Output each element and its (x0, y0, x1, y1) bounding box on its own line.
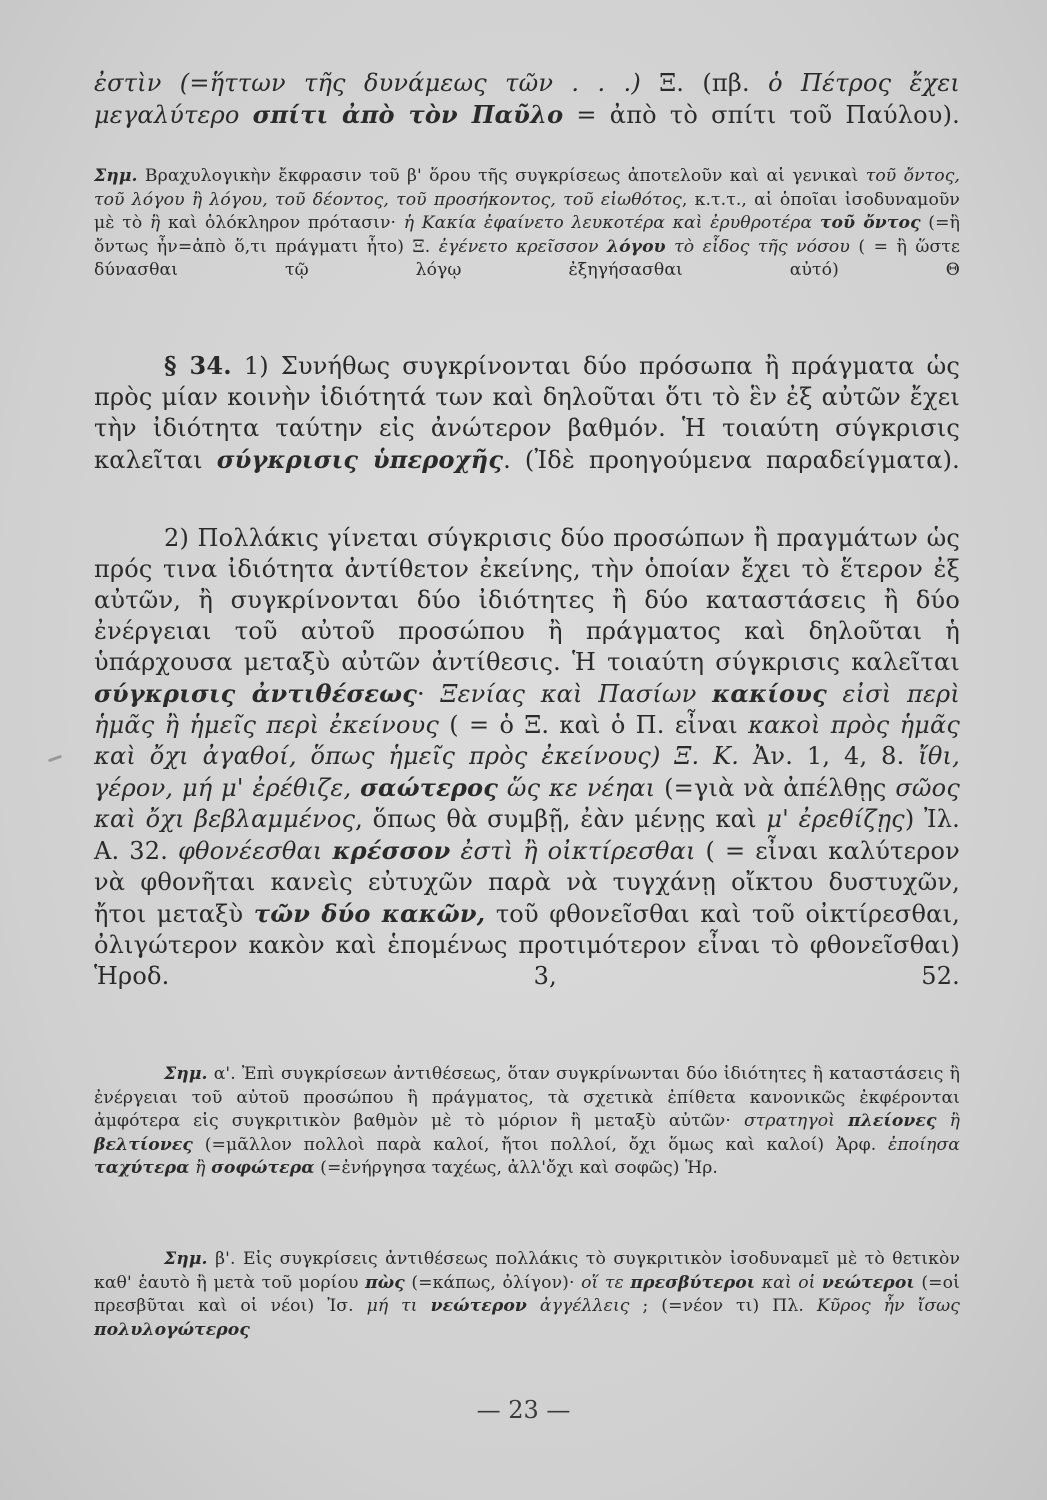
text-run (835, 1111, 848, 1131)
bold-italic-term: τοῦ ὄντος (819, 213, 921, 234)
text-run: (=οἱ πρεσβῦται καὶ οἱ νέοι) Ἰσ. (94, 1272, 960, 1317)
emphasis (253, 100, 564, 129)
bold-italic-term: βελτίονες (94, 1134, 193, 1155)
emphasis (630, 1273, 755, 1293)
bold-italic-term: σαώτερος (360, 773, 499, 802)
italic-text: ἐστὶν (=ἥττων τῆς δυνάμεως τῶν . . .) (94, 69, 641, 97)
bold-italic-term: Σημ. (164, 1249, 208, 1269)
emphasis (164, 1249, 208, 1269)
italic-text: Ξενίας καὶ Πασίων (440, 680, 697, 708)
text-run: ; (=νέον τι) Πλ. (629, 1296, 817, 1317)
text-run: καὶ ὁλόκληρον πρότασιν· (160, 213, 404, 234)
bold-italic-term: πολυλογώτερος (94, 1319, 250, 1340)
text-run: ) Ἰλ. Α. 32. (94, 805, 960, 865)
emphasis (164, 1064, 208, 1084)
italic-text: τὸ εἶδος τῆς νόσου (674, 236, 850, 257)
text-run: β'. Εἰς συγκρίσεις ἀντιθέσεως πολλάκις τὸ συγκριτικὸν ἰσοδυναμεῖ μὲ τὸ θετικὸν καθ' ἑαυτὸ ἢ μετὰ τοῦ μορίου (94, 1249, 960, 1293)
bold-text: § 34. (164, 351, 232, 380)
text-run: Ἀν. 1, 4, 8. (739, 742, 919, 770)
emphasis (848, 1111, 937, 1131)
text-run: (=μᾶλλον πολλοὶ παρὰ καλοί, ἤτοι πολλοί, ὄχι ὅμως καὶ καλοί) Ἀρφ. (193, 1134, 889, 1155)
emphasis (211, 1158, 315, 1178)
emphasis (217, 445, 503, 474)
bold-italic-term: νεώτεροι (822, 1272, 915, 1293)
text-run (418, 1296, 431, 1316)
italic-text: καὶ οἱ (761, 1272, 816, 1293)
page-number: — 23 — (476, 1396, 571, 1424)
text-run: ( = ἢ ὥστε δύνασθαι τῷ λόγῳ ἐξηγήσασθαι αὐτό) Θ (94, 236, 960, 281)
italic-text: ἢ (149, 213, 161, 234)
bold-italic-term: ταχύτερα (94, 1158, 190, 1179)
bold-italic-term: τῶν δύο κακῶν, (253, 899, 486, 928)
italic-text: φθονέεσθαι (178, 837, 323, 865)
bold-italic-term: σύγκρισις ὑπεροχῆς (216, 445, 504, 474)
bold-italic-term: σύγκρισις ἀντιθέσεως (94, 679, 418, 708)
emphasis (607, 237, 666, 257)
italic-text: μή τι (366, 1296, 418, 1317)
emphasis (332, 836, 450, 865)
bold-italic-term: Σημ. (94, 166, 138, 186)
text-run: (=κάπως, ὀλίγον)· (404, 1272, 582, 1293)
italic-text: οἵ τε (581, 1272, 624, 1293)
text-run: Ξ. (πβ. (640, 69, 769, 97)
note-brachylogy (94, 165, 960, 283)
emphasis (254, 899, 485, 928)
italic-text: ἴθι, γέρον, μή μ' ἐρέθιζε, (94, 742, 960, 802)
bold-italic-term: λόγου (606, 236, 666, 257)
italic-text: ἐγένετο κρεῖσσον (438, 236, 599, 257)
italic-text: ἢ (195, 1158, 206, 1179)
text-run: 2) Πολλάκις γίνεται σύγκρισις δύο προσώπων ἢ πραγμάτων ὡς πρός τινα ἰδιότητα ἀντίθετον ἐκείνης, τὴν ὁποίαν ἔχει τὸ ἕτερον ἐξ αὐτῶν, ἢ συγκρίνονται δύο ἰδιότητες ἢ δύο καταστάσεις ἢ δύο ἐνέργειαι τοῦ αὐτοῦ προσώπου ἢ πράγματος καὶ δηλοῦται ἡ ὑπάρχουσα μεταξὺ αὐτῶν ἀντίθεσις. Ἡ τοιαύτη σύγκρισις καλεῖται (94, 524, 960, 676)
bold-italic-term: σοφώτερα (211, 1158, 315, 1179)
text-run: (=ἐνήργησα ταχέως, ἀλλ'ὄχι καὶ σοφῶς) Ἡρ. (314, 1158, 718, 1179)
italic-text: σῶος καὶ ὄχι βεβλαμμένος (94, 774, 960, 833)
text-run (498, 774, 507, 802)
text-run: , ὅπως θὰ συμβῇ, ἐὰν μένῃς καὶ (355, 805, 767, 833)
text-run: , κ.τ.τ., αἱ ὁποῖαι ἰσοδυναμοῦν μὲ τὸ (94, 189, 960, 234)
italic-text: ἀγγέλλεις (539, 1296, 630, 1317)
emphasis (94, 1158, 190, 1178)
paragraph-section-34-2 (94, 523, 960, 992)
italic-text: ἢ (949, 1111, 960, 1132)
italic-text: ἐποίησα (888, 1134, 960, 1155)
italic-text: τοῦ ὄντος, τοῦ λόγου ἢ λόγου, τοῦ δέοντος, τοῦ προσήκοντος, τοῦ εἰωθότος (94, 166, 960, 210)
text-run (450, 837, 460, 865)
text-run (827, 680, 843, 708)
text-run (599, 237, 607, 257)
text-run: ( = ὁ Ξ. καὶ ὁ Π. εἶναι (439, 711, 749, 739)
text-run (812, 213, 820, 233)
emphasis (94, 1135, 193, 1155)
emphasis (365, 1273, 405, 1293)
bold-italic-term: πρεσβύτεροι (630, 1272, 756, 1293)
text-run (323, 837, 333, 865)
italic-text: μ' ἐρεθίζῃς (766, 805, 905, 833)
text-run (527, 1296, 540, 1316)
text-run: α'. Ἐπὶ συγκρίσεων ἀντιθέσεως, ὅταν συγκρίνωνται δύο ἰδιότητες ἢ καταστάσεις ἢ ἐνέργειαι τοῦ αὐτοῦ προσώπου ἢ πράγματος, τὰ σχετικὰ ἐπίθετα κανονικῶς ἐκφέρονται ἀμφότερα εἰς συγκριτικὸν βαθμὸν μὲ τὸ μόριον ἢ μεταξὺ αὐτῶν· (94, 1064, 960, 1132)
text-run: · (417, 680, 441, 708)
bold-italic-term: σπίτι ἀπὸ τὸν Παῦλο (252, 100, 564, 129)
note-a (94, 1063, 960, 1181)
italic-text: ὥς κε νέηαι (506, 774, 656, 802)
text-run (937, 1111, 950, 1131)
text-run (351, 774, 360, 802)
paragraph-continuation (94, 68, 960, 131)
italic-text: ἐστὶ ἢ οἰκτίρεσθαι (460, 837, 696, 865)
emphasis (94, 1320, 250, 1340)
italic-text: ἡ Κακία ἐφαίνετο λευκοτέρα καὶ ἐρυθροτέρα (403, 213, 813, 234)
emphasis (822, 1273, 915, 1293)
bold-italic-term: κακίους (712, 679, 827, 708)
text-run (240, 101, 253, 129)
italic-text: στρατηγοὶ (743, 1111, 835, 1132)
bold-italic-term: πλείονες (848, 1111, 937, 1132)
text-run (697, 680, 713, 708)
italic-text: ὁ Πέτρος ἔχει μεγαλύτερο (94, 69, 961, 129)
italic-text: κακοὶ πρὸς ἡμᾶς καὶ ὄχι ἀγαθοί, ὅπως ἡμεῖς πρὸς ἐκείνους) Ξ. Κ. (94, 711, 961, 770)
bold-italic-term: νεώτερον (430, 1296, 527, 1317)
bold-italic-term: πὼς (365, 1272, 405, 1293)
text-run (666, 237, 674, 257)
note-b (94, 1248, 960, 1342)
text-run: = ἀπὸ τὸ σπίτι τοῦ Παύλου). (563, 101, 960, 129)
italic-text: εἰσὶ περὶ ἡμᾶς ἢ ἡμεῖς περὶ ἐκείνους (94, 680, 960, 739)
emphasis (712, 679, 827, 708)
text-run: ( = εἶναι καλύτερον νὰ φθονῆται κανεὶς εὐτυχῶν παρὰ νὰ τυγχάνῃ οἴκτου δυστυχῶν, ἤτοι μεταξὺ (94, 837, 960, 928)
text-run: τοῦ φθονεῖσθαι καὶ τοῦ οἰκτίρεσθαι, ὀλιγώτερον κακὸν καὶ ἑπομένως προτιμότερον εἶναι τὸ φθονεῖσθαι) Ἡροδ. 3, 52. (94, 900, 961, 990)
emphasis (360, 773, 498, 802)
text-run: (=ἢ ὄντως ἦν=ἀπὸ ὅ,τι πράγματι ἦτο) Ξ. (94, 213, 960, 257)
bold-italic-term: Σημ. (164, 1064, 208, 1084)
margin-pencil-mark (48, 755, 62, 763)
text-run: Βραχυλογικὴν ἔκφρασιν τοῦ β' ὅρου τῆς συγκρίσεως ἀποτελοῦν καὶ αἱ γενικαὶ (137, 166, 866, 186)
text-run: (=γιὰ νὰ ἀπέλθῃς (655, 774, 896, 802)
text-run: . (Ἰδὲ προηγούμενα παραδείγματα). (503, 446, 961, 474)
italic-text: Κῦρος ἦν ἴσως (816, 1296, 960, 1317)
bold-italic-term: κρέσσον (332, 836, 451, 865)
emphasis (94, 166, 138, 186)
text-run: 1) Συνήθως συγκρίνονται δύο πρόσωπα ἢ πράγματα ὡς πρὸς μίαν κοινὴν ἰδιότητά των καὶ δηλοῦται ὅτι τὸ ἓν ἐξ αὐτῶν ἔχει τὴν ἰδιότητα ταύτην εἰς ἀνώτερον βαθμόν. Ἡ τοιαύτη σύγκρισις καλεῖται (94, 352, 960, 474)
paragraph-section-34-1 (94, 350, 960, 476)
emphasis (820, 213, 921, 233)
emphasis (431, 1296, 527, 1316)
emphasis (94, 679, 417, 708)
